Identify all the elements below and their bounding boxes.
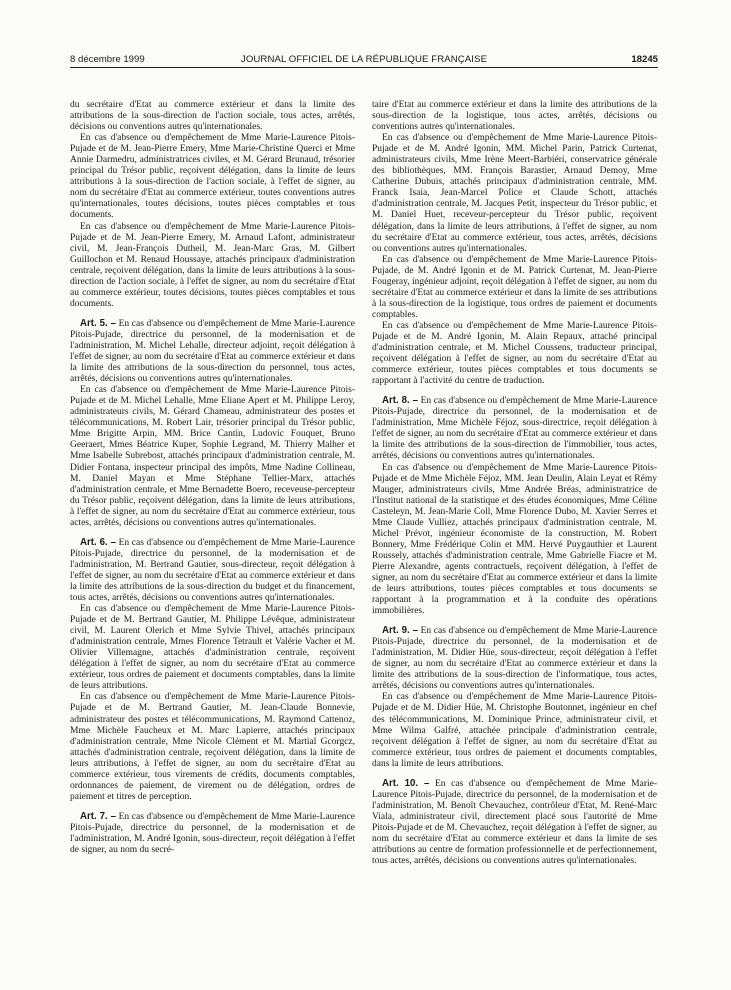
article-10 bbox=[372, 778, 657, 867]
paragraph: En cas d'absence ou d'empêchement de Mme Marie-Laurence Pitois-Pujade et de M. Jean-Pierre Emery, M. Arnaud Lafont, administrateur civil, M. Jean-François Dutheil, M. Jean-Marc Gras, M. Gilbert Guillochon et M. Renaud Houssaye, attachés principaux d'administration centrale, reçoivent délégation, dans la limite de leurs attributions à la sous-direction de l'action sociale, à l'effet de signer, au nom du secrétaire d'Etat au commerce extérieur, toutes décisions, toutes pièces comptables et tous documents. bbox=[70, 221, 355, 309]
publication-date: 8 décembre 1999 bbox=[70, 54, 145, 65]
page-number: 18245 bbox=[631, 54, 658, 65]
paragraph: En cas d'absence ou d'empêchement de Mme Marie-Laurence Pitois-Pujade et de M. André Igonin, MM. Michel Parin, Patrick Curtenat, administrateurs civils, Mme Irène Meert-Barbiéri, conservatrice générale des bibliothèques, MM. François Barastier, Arnaud Demoy, Mme Catherine Dubuis, attachés principaux d'administration centrale, MM. Franck Isaia, Jean-Marcel Police et Claude Schott, attachés d'administration centrale, M. Jacques Petit, inspecteur du Trésor public, et M. Daniel Huet, receveur-percepteur du Trésor public, reçoivent délégation, dans la limite de leurs attributions, à l'effet de signer, au nom du secrétaire d'Etat au commerce extérieur, tous actes, arrêtés, décisions ou conventions autres qu'internationales. bbox=[372, 133, 657, 254]
journal-title: JOURNAL OFFICIEL DE LA RÉPUBLIQUE FRANÇAISE bbox=[240, 54, 488, 65]
article-text: En cas d'absence ou d'empêchement de Mme Marie-Laurence Pitois-Pujade, directrice du personnel, de la modernisation et de l'administration, M. Bertrand Gautier, sous-directeur, reçoit délégation à l'effet de signer, au nom du secrétaire d'Etat au commerce extérieur et dans la limite des attributions de la sous-direction du budget et du financement, tous actes, arrêtés, décisions ou conventions autres qu'internationales. bbox=[70, 537, 355, 604]
article-text: En cas d'absence ou d'empêchement de Mme Marie-Laurence Pitois-Pujade, directrice du personnel, de la modernisation et de l'administration, M. Michel Lehalle, directeur adjoint, reçoit délégation à l'effet de signer, au nom du secrétaire d'Etat au commerce extérieur et dans la limite des attributions de la sous-direction du personnel, tous actes, arrêtés, décisions ou conventions autres qu'internationales. bbox=[70, 318, 355, 385]
paragraph: En cas d'absence ou d'empêchement de Mme Marie-Laurence Pitois-Pujade, de M. André Igonin et de M. Patrick Curtenat, M. Jean-Pierre Fougeray, ingénieur adjoint, reçoit délégation à l'effet de signer, au nom du secrétaire d'Etat au commerce extérieur et dans la limite de ses attributions à la sous-direction de la logistique, tous ordres de paiement et documents comptables. bbox=[372, 254, 657, 320]
article-text: En cas d'absence ou d'empêchement de Mme Marie-Laurence Pitois-Pujade, directrice du personnel, de la modernisation et de l'administration, M. André Igonin, sous-directeur, reçoit délégation à l'effet de signer, au nom du secré- bbox=[70, 811, 355, 856]
article-9 bbox=[372, 625, 657, 692]
article-label: Art. 7. – bbox=[80, 810, 116, 822]
paragraph: En cas d'absence ou d'empêchement de Mme Marie-Laurence Pitois-Pujade et de M. André Igonin, M. Alain Repaux, attaché principal d'administration centrale, et M. Michel Coussens, traducteur principal, reçoivent délégation à l'effet de signer, au nom du secrétaire d'Etat au commerce extérieur, toutes pièces comptables et tous documents se rapportant à l'activité du centre de traduction. bbox=[372, 320, 657, 387]
paragraph: En cas d'absence ou d'empêchement de Mme Marie-Laurence Pitois-Pujade et de Mme Michèle Féjoz, MM. Jean Deulin, Alain Leyat et Rémy Mauger, administrateurs civils, Mme Andrée Bréas, administratrice de l'Institut national de la statistique et des études économiques, Mme Céline Casteleyn, M. Jean-Marie Coll, Mme Florence Dubo, M. Xavier Serres et Mme Claude Vulliez, attachés principaux d'administration centrale, M. Michel Prévot, ingénieur économiste de la construction, M. Robert Bonnery, Mme Frédérique Colin et MM. Hervé Puygauthier et Laurent Roussely, attachés d'administration centrale, Mme Gabrielle Fiacre et M. Pierre Alexandre, agents contractuels, reçoivent délégation, à l'effet de signer, au nom du secrétaire d'Etat au commerce extérieur et dans la limite de leurs attributions, toutes pièces comptables et tous documents se rapportant à la programmation et à la conduite des opérations immobilières. bbox=[372, 462, 657, 617]
article-label: Art. 5. – bbox=[80, 317, 116, 329]
article-8 bbox=[372, 395, 657, 462]
article-6 bbox=[70, 537, 355, 604]
paragraph: du secrétaire d'Etat au commerce extérieur et dans la limite des attributions de la sous-direction de l'action sociale, tous actes, arrêtés, décisions ou conventions autres qu'internationales. bbox=[70, 100, 355, 133]
paragraph: taire d'Etat au commerce extérieur et dans la limite des attributions de la sous-direction de la logistique, tous actes, arrêtés, décisions ou conventions autres qu'internationales. bbox=[372, 100, 657, 133]
paragraph: En cas d'absence ou d'empêchement de Mme Marie-Laurence Pitois-Pujade et de M. Bertrand Gautier, M. Jean-Claude Bonnevie, administrateur des postes et télécommunications, M. Raymond Cattenoz, Mme Michèle Faucheux et M. Marc Lapierre, attachés principaux d'administration centrale, Mme Nicole Clément et M. Martial Gcorgcz, attachés d'administration centrale, reçoivent délégation, dans la limite de leurs attributions, à l'effet de signer, au nom du secrétaire d'Etat au commerce extérieur, tous virements de crédits, documents comptables, ordonnances de paiement, de virement ou de délégation, ordres de paiement et titres de perception. bbox=[70, 692, 355, 802]
paragraph: En cas d'absence ou d'empêchement de Mme Marie-Laurence Pitois-Pujade et de M. Bertrand Gautier, M. Philippe Lévêque, administrateur civil, M. Laurent Olerich et Mme Sylvie Thivel, attachés principaux d'administration centrale, Mmes Florence Tetrault et Valérie Vacher et M. Olivier Villemagne, attachés d'administration centrale, reçoivent délégation à l'effet de signer, au nom du secrétaire d'Etat au commerce extérieur, tous ordres de paiement et documents comptables, dans la limite de leurs attributions. bbox=[70, 604, 355, 692]
header-rule bbox=[70, 67, 658, 68]
paragraph: En cas d'absence ou d'empêchement de Mme Marie-Laurence Pitois-Pujade et de M. Michel Lehalle, Mme Eliane Apert et M. Philippe Leroy, administrateurs civils, M. Gérard Chameau, administrateur des postes et télécommunications, M. Robert Lair, trésorier principal du Trésor public, Mme Brigitte Arpin, MM. Brice Cantin, Ludovic Fouquet, Bruno Geeraert, Mmes Béatrice Kuper, Sophie Legrand, M. Thierry Malher et Mme Isabelle Subrebost, attachés principaux d'administration centrale, M. Didier Fontana, inspecteur principal des impôts, Mme Nadine Collineau, M. Daniel Mayan et Mme Stéphane Tellier-Marx, attachés d'administration centrale, et Mme Bernadette Boero, receveuse-percepteur du Trésor public, reçoivent délégation, dans la limite de leurs attributions, à l'effet de signer, au nom du secrétaire d'Etat au commerce extérieur, tous actes, arrêtés, décisions ou conventions autres qu'internationales. bbox=[70, 385, 355, 528]
right-column bbox=[372, 100, 657, 980]
article-5 bbox=[70, 318, 355, 385]
article-text: En cas d'absence ou d'empêchement de Mme Marie-Laurence Pitois-Pujade, directrice du personnel, de la modernisation et de l'administration, M. Didier Hüe, sous-directeur, reçoit délégation à l'effet de signer, au nom du secrétaire d'Etat au commerce extérieur et dans la limite des attributions de la sous-direction de l'informatique, tous actes, arrêtés, décisions ou conventions autres qu'internationales. bbox=[372, 626, 657, 692]
paragraph: En cas d'absence ou d'empêchement de Mme Marie-Laurence Pitois-Pujade et de M. Didier Hüe, M. Christophe Boutonnet, ingénieur en chef des télécommunications, M. Dominique Prince, administrateur civil, et Mme Wilma Galfré, attachée principale d'administration centrale, reçoivent délégation à l'effet de signer, au nom du secrétaire d'Etat au commerce extérieur, tous ordres de paiement et documents comptables, dans la limite de leurs attributions. bbox=[372, 692, 657, 769]
article-label: Art. 8. – bbox=[382, 395, 418, 407]
article-text: En cas d'absence ou d'empêchement de Mme Marie-Laurence Pitois-Pujade, directrice du personnel, de la modernisation et de l'administration, M. Benoît Chevauchez, contrôleur d'Etat, M. René-Marc Viala, administrateur civil, directement placé sous l'autorité de Mme Pitois-Pujade et de M. Chevauchez, reçoit délégation à l'effet de signer, au nom du secrétaire d'Etat au commerce extérieur et dans la limite de ses attributions au centre de formation professionnelle et de perfectionnement, tous actes, arrêtés, décisions ou conventions autres qu'internationales. bbox=[372, 778, 657, 867]
page-header bbox=[70, 54, 658, 68]
article-7 bbox=[70, 811, 355, 856]
article-label: Art. 6. – bbox=[80, 536, 116, 548]
paragraph: En cas d'absence ou d'empêchement de Mme Marie-Laurence Pitois-Pujade et de M. Jean-Pierre Emery, Mme Marie-Christine Querci et Mme Annie Darmedru, administratrices civiles, et M. Gérard Brunaud, trésorier principal du Trésor public, reçoivent délégation, dans la limite de leurs attributions à la sous-direction de l'action sociale, à l'effet de signer, au nom du secrétaire d'Etat au commerce extérieur, toutes conventions autres qu'internationales, toutes décisions, toutes pièces comptables et tous documents. bbox=[70, 133, 355, 221]
left-column bbox=[70, 100, 355, 980]
article-label: Art. 10. – bbox=[382, 777, 430, 789]
article-label: Art. 9. – bbox=[382, 625, 418, 637]
article-text: En cas d'absence ou d'empêchement de Mme Marie-Laurence Pitois-Pujade, directrice du personnel, de la modernisation et de l'administration, Mme Michèle Féjoz, sous-directrice, reçoit délégation à l'effet de signer, au nom du secrétaire d'Etat au commerce extérieur et dans la limite des attributions de la sous-direction de l'immobilier, tous actes, arrêtés, décisions ou conventions autres qu'internationales. bbox=[372, 396, 657, 462]
